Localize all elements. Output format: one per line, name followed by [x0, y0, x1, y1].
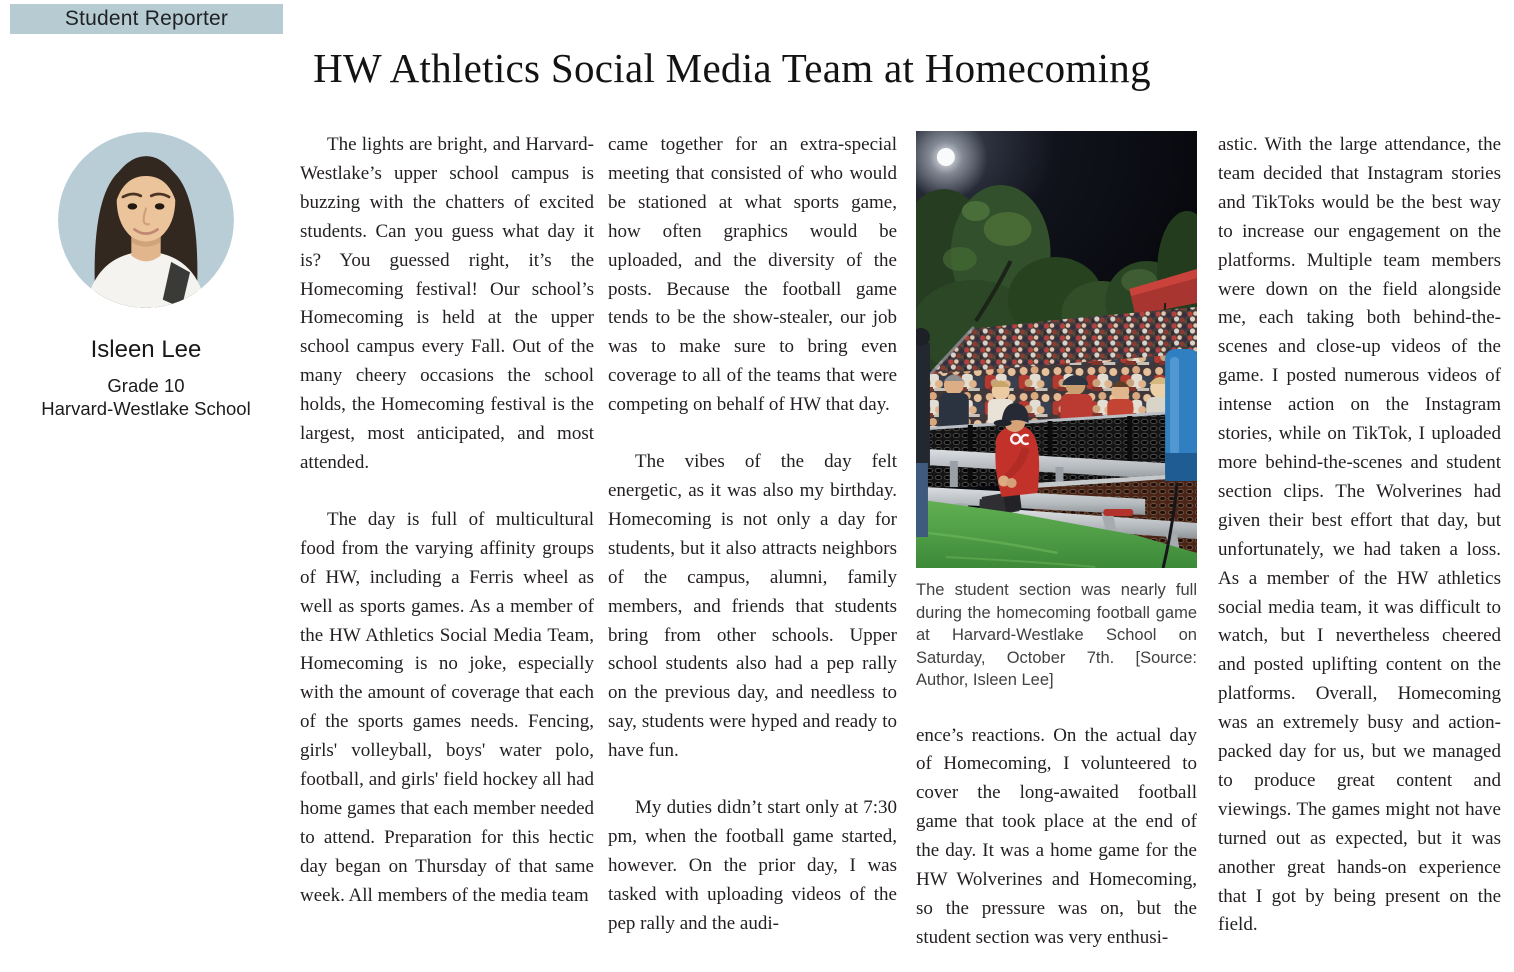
section-label: Student Reporter	[10, 4, 283, 34]
author-grade: Grade 10	[107, 375, 185, 396]
article-column-3	[916, 131, 1197, 972]
author-name: Isleen Lee	[90, 336, 202, 363]
crowd-photo-illustration	[916, 131, 1197, 568]
article-column-2	[608, 131, 897, 972]
paragraph: The vibes of the day felt energetic, as it was also my birthday. Homecoming is not only a day for students, but it also attracts neighbors of the campus, alumni, family members, and friends that students bring from other schools. Upper school students also had a pep rally on the previous day, and needless to say, students were hyped and ready to have fun.	[608, 451, 897, 762]
author-portrait-photo	[58, 132, 234, 308]
photo-caption: The student section was nearly full during the homecoming football game at Harvard-Westlake School on Saturday, October 7th. [Source: Author, Isleen Lee]	[916, 581, 1197, 689]
article-title: HW Athletics Social Media Team at Homecoming	[313, 45, 1151, 91]
portrait-illustration	[58, 132, 234, 308]
article-column-4	[1218, 131, 1501, 972]
paragraph: ence’s reactions. On the actual day of Homecoming, I volunteered to cover the long-awaited football game that took place at the end of the day. It was a home game for the HW Wolverines and Homecoming, so the pressure was on, but the student section was very enthusi-	[916, 724, 1197, 948]
paragraph: My duties didn’t start only at 7:30 pm, when the football game started, however. On the prior day, I was tasked with uploading videos of the pep rally and the audi-	[608, 797, 897, 934]
homecoming-photo	[916, 131, 1197, 568]
paragraph: astic. With the large attendance, the team decided that Instagram stories and TikToks would be the best way to increase our engagement on the platforms. Multiple team members were down on the field alongside me, each taking both behind-the-scenes and close-up videos of the game. I posted numerous videos of intense action on the Instagram stories, while on TikTok, I uploaded more behind-the-scenes and student section clips. The Wolverines had given their best effort that day, but unfortunately, we had taken a loss. As a member of the HW athletics social media team, it was difficult to watch, but I nevertheless cheered and posted uplifting content on the platforms. Overall, Homecoming was an extremely busy and action-packed day for us, but we managed to produce great content and viewings. The games might not have turned out as expected, but it was another great hands-on experience that I got by being present on the field.	[1218, 134, 1501, 936]
paragraph: The day is full of multicultural food from the varying affinity groups of HW, including a Ferris wheel as well as sports games. As a member of the HW Athletics Social Media Team, Homecoming is no joke, especially with the amount of coverage that each of the sports games needs. Fencing, girls' volleyball, boys' water polo, football, and girls' field hockey all had home games that each member needed to attend. Preparation for this hectic day began on Thursday of that same week. All members of the media team	[300, 508, 594, 906]
paragraph: The lights are bright, and Harvard-Westlake’s upper school campus is buzzing with the chatters of excited students. Can you guess what day it is? You guessed right, it’s the Homecoming festival! Our school’s Homecoming is held at the upper school campus every Fall. Out of the many cheery occasions the school holds, the Homecoming festival is the largest, most anticipated, and most attended.	[300, 134, 594, 473]
author-school: Harvard-Westlake School	[41, 398, 251, 419]
article-column-1	[300, 131, 594, 972]
homecoming-photo-figure	[916, 131, 1197, 692]
paragraph: came together for an extra-special meeting that consisted of who would be stationed at what sports game, how often graphics would be uploaded, and the diversity of the posts. Because the football game tends to be the show-stealer, our job was to make sure to bring even coverage to all of the teams that were competing on behalf of HW that day.	[608, 134, 897, 416]
author-byline	[8, 132, 284, 420]
